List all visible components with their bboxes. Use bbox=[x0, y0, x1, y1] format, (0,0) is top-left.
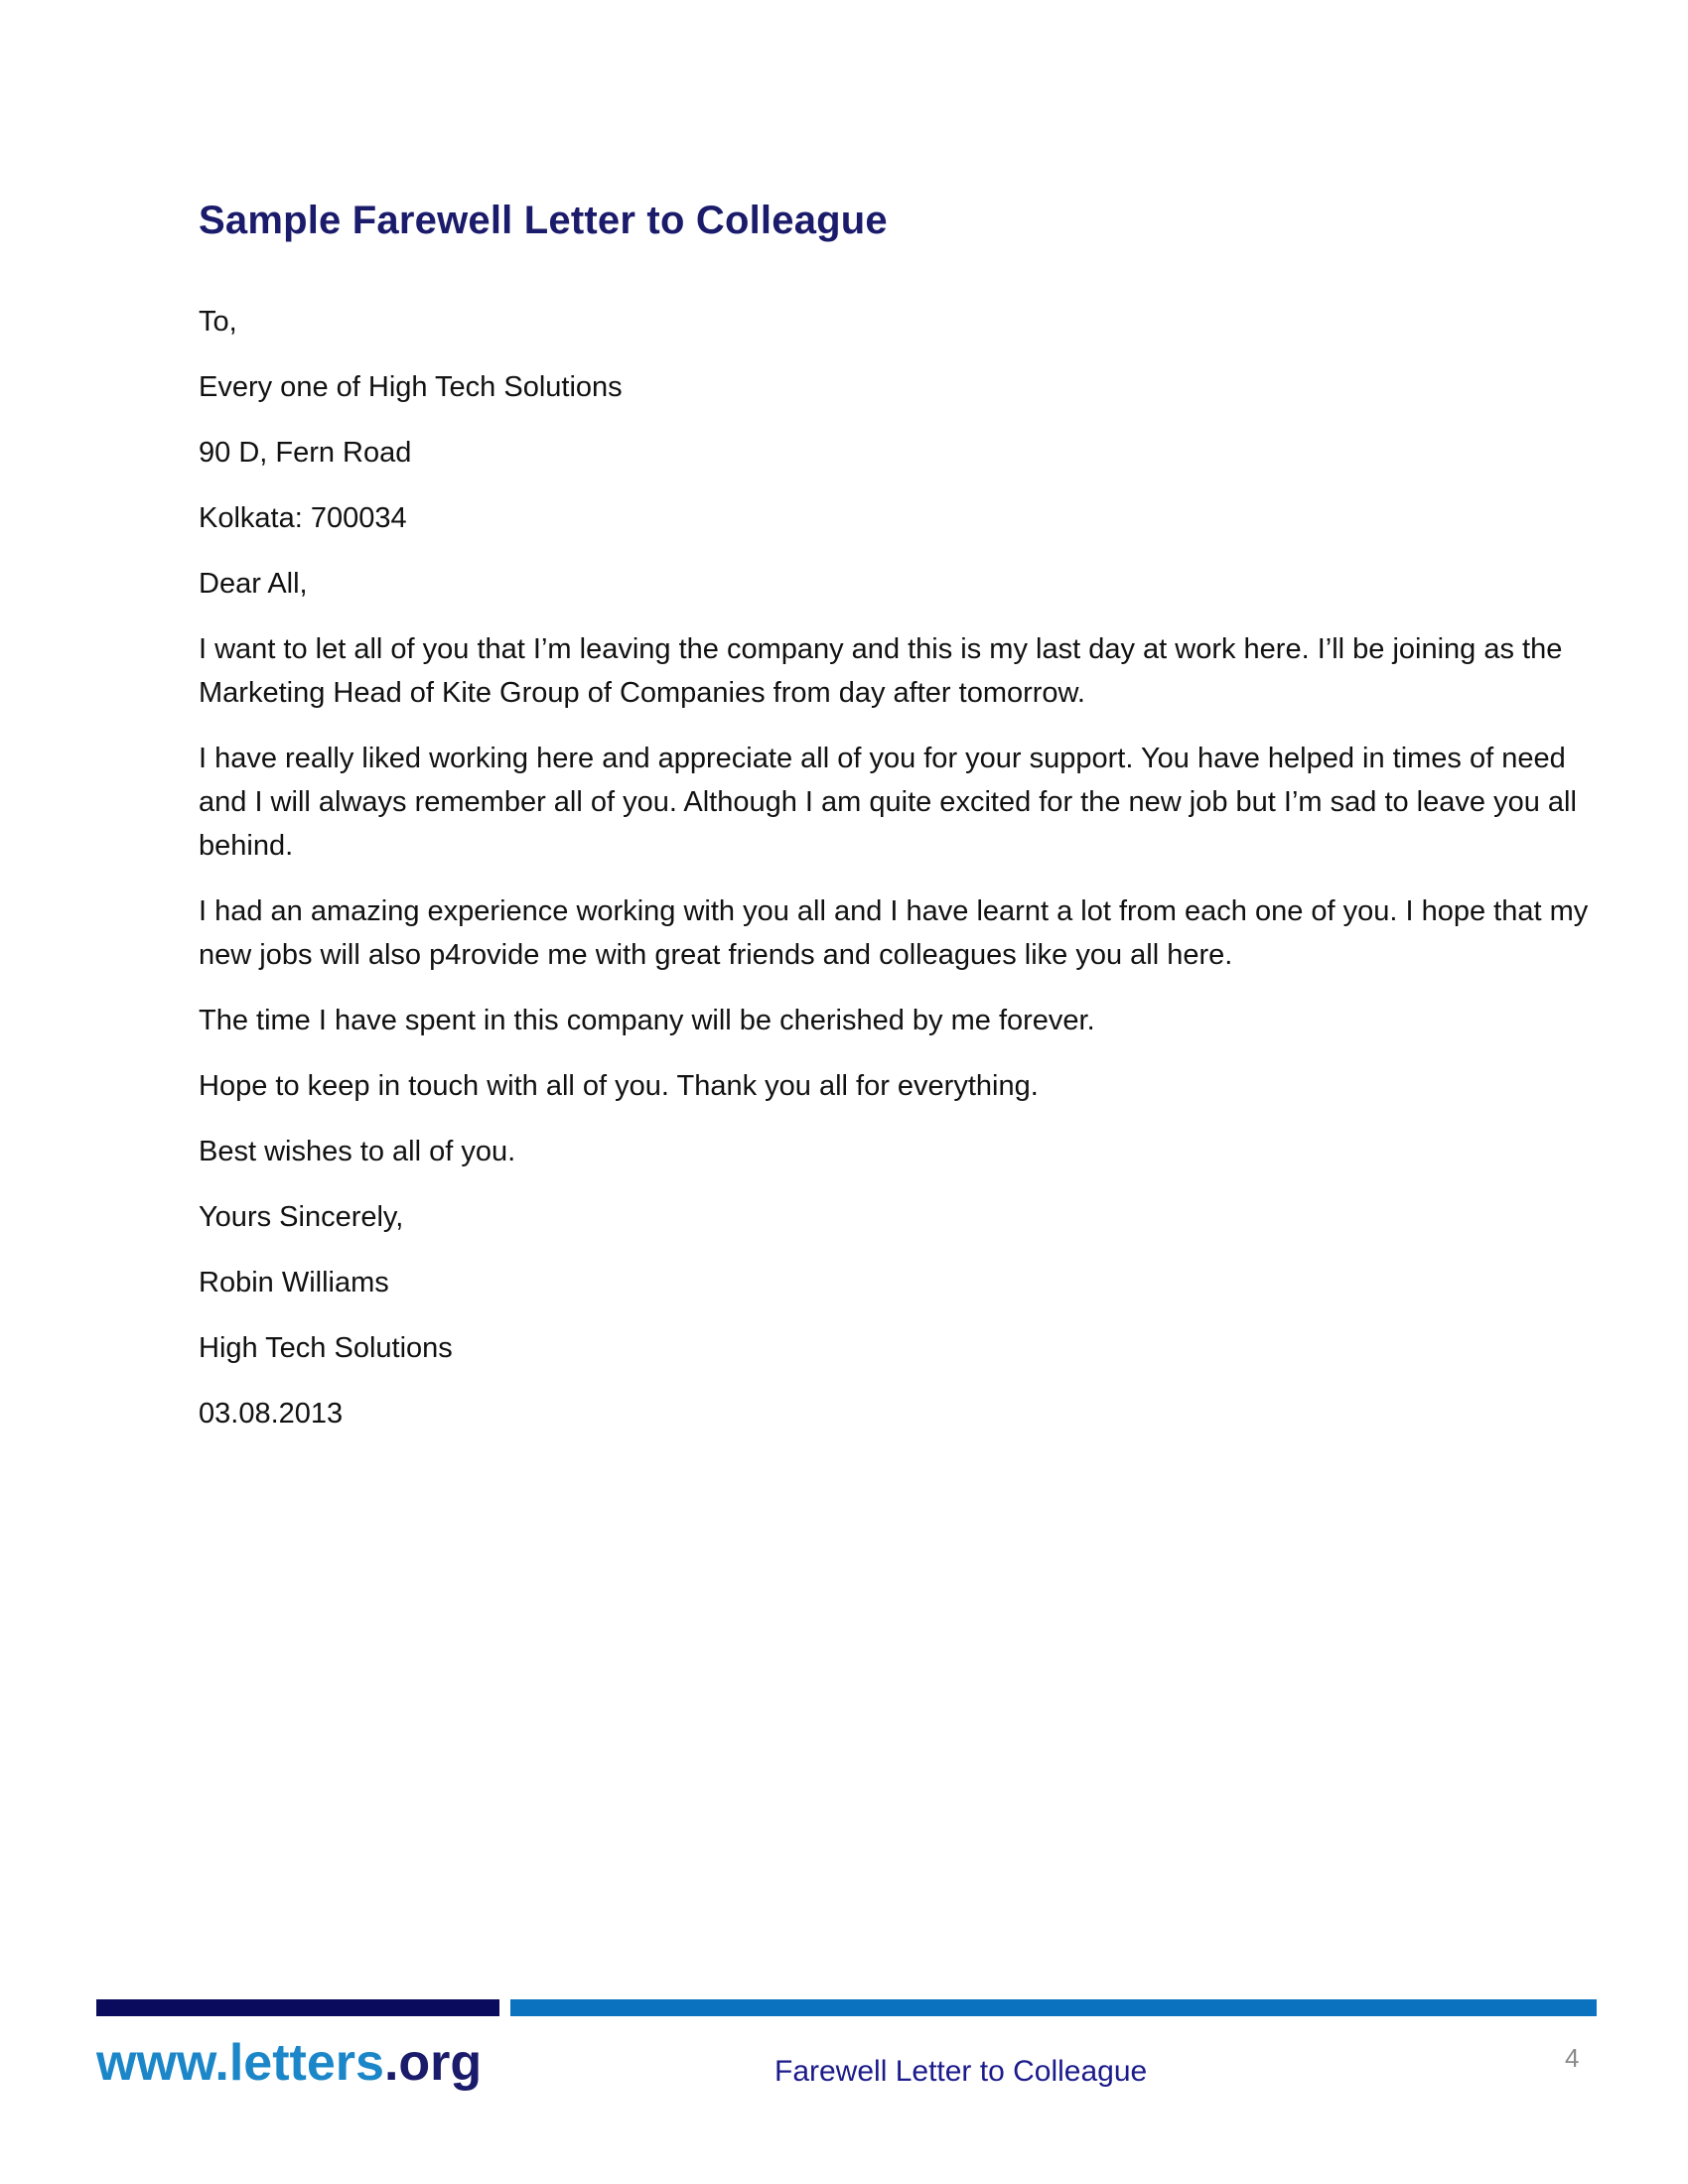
paragraph-5: Hope to keep in touch with all of you. Thank you all for everything. bbox=[199, 1070, 1039, 1102]
greeting: Dear All, bbox=[199, 568, 308, 600]
footer-divider-dark bbox=[96, 1999, 499, 2016]
signature-name: Robin Williams bbox=[199, 1267, 389, 1298]
address-line-1: 90 D, Fern Road bbox=[199, 437, 412, 469]
letter-date: 03.08.2013 bbox=[199, 1398, 344, 1430]
closing: Yours Sincerely, bbox=[199, 1201, 404, 1233]
salutation-to: To, bbox=[199, 306, 237, 338]
site-logo bbox=[96, 2033, 482, 2093]
logo-text-tld: .org bbox=[383, 2034, 483, 2092]
document-title: Sample Farewell Letter to Colleague bbox=[199, 199, 888, 242]
paragraph-4: The time I have spent in this company will be cherished by me forever. bbox=[199, 1005, 1095, 1036]
footer-title: Farewell Letter to Colleague bbox=[774, 2055, 1148, 2088]
logo-text-main: www.letters bbox=[96, 2034, 384, 2092]
paragraph-3: I had an amazing experience working with you all and I have learnt a lot from each one of you. I hope that my new jobs will also p4rovide me with great friends and colleagues like you all here. bbox=[199, 895, 1589, 971]
paragraph-2: I have really liked working here and appreciate all of you for your support. You have helped in times of need and I will always remember all of you. Although I am quite excited for the new job but I’m sad to leave you all behind. bbox=[199, 743, 1577, 862]
paragraph-1: I want to let all of you that I’m leaving the company and this is my last day at work here. I’ll be joining as the Marketing Head of Kite Group of Companies from day after tomorrow. bbox=[199, 633, 1563, 709]
page-number: 4 bbox=[1565, 2043, 1580, 2073]
paragraph-6: Best wishes to all of you. bbox=[199, 1136, 516, 1167]
footer-divider-light bbox=[510, 1999, 1597, 2016]
recipient: Every one of High Tech Solutions bbox=[199, 371, 623, 403]
address-line-2: Kolkata: 700034 bbox=[199, 502, 407, 534]
signature-company: High Tech Solutions bbox=[199, 1332, 453, 1364]
